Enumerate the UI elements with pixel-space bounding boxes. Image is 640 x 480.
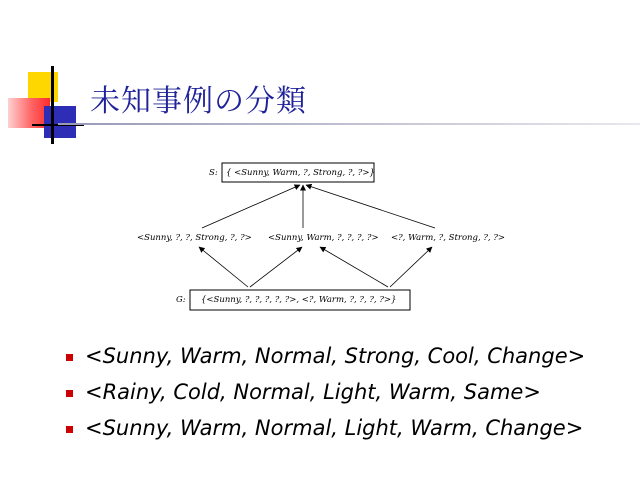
arrow-left-to-s bbox=[202, 185, 300, 228]
arrow-right-to-s bbox=[306, 185, 435, 228]
arrow-g1-to-left bbox=[199, 247, 248, 287]
g-boundary-text: {<Sunny, ?, ?, ?, ?, ?>, <?, Warm, ?, ?, ?, ?>} bbox=[201, 295, 397, 305]
bullet-square-icon bbox=[66, 354, 73, 361]
slide-title: 未知事例の分類 bbox=[90, 84, 307, 119]
mid-hypothesis-right: <?, Warm, ?, Strong, ?, ?> bbox=[391, 233, 506, 243]
s-label: S: bbox=[209, 168, 218, 178]
s-boundary-text: { <Sunny, Warm, ?, Strong, ?, ?>} bbox=[226, 168, 375, 178]
mid-hypothesis-left: <Sunny, ?, ?, Strong, ?, ?> bbox=[137, 233, 252, 243]
instance-text: <Sunny, Warm, Normal, Strong, Cool, Change> bbox=[85, 344, 586, 368]
g-label: G: bbox=[176, 295, 186, 305]
instance-text: <Rainy, Cold, Normal, Light, Warm, Same> bbox=[85, 380, 541, 404]
instance-text: <Sunny, Warm, Normal, Light, Warm, Change> bbox=[85, 416, 584, 440]
arrow-g2-to-center bbox=[320, 247, 388, 287]
arrow-g1-to-center bbox=[250, 247, 302, 287]
mid-hypothesis-center: <Sunny, Warm, ?, ?, ?, ?> bbox=[268, 233, 379, 243]
arrow-g2-to-right bbox=[390, 247, 432, 287]
bullet-square-icon bbox=[66, 426, 73, 433]
bullet-square-icon bbox=[66, 390, 73, 397]
